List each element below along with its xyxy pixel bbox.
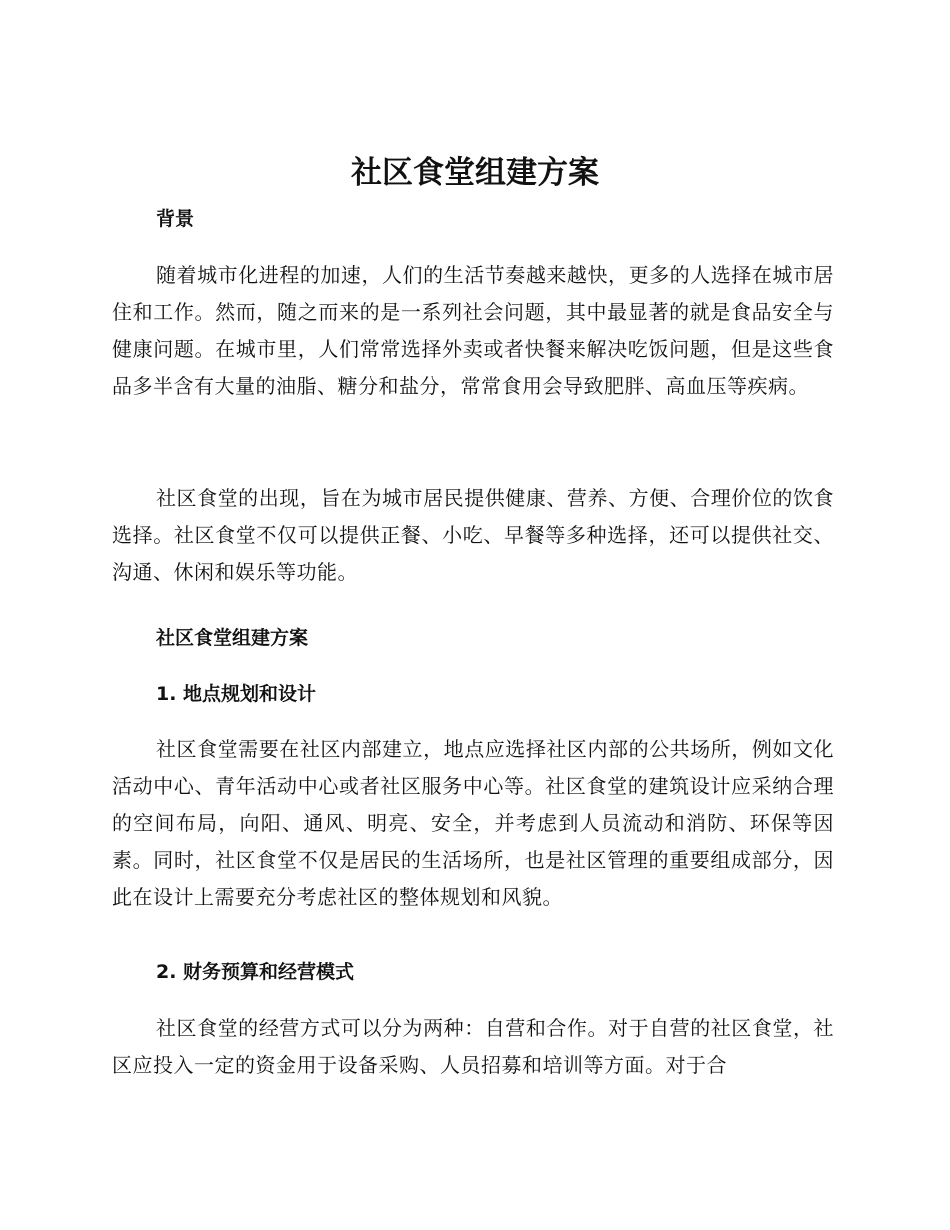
background-paragraph-2: 社区食堂的出现，旨在为城市居民提供健康、营养、方便、合理价位的饮食选择。社区食堂不仅可以提供正餐、小吃、早餐等多种选择，还可以提供社交、沟通、休闲和娱乐等功能。 bbox=[112, 486, 834, 584]
section-heading-location: 1. 地点规划和设计 bbox=[156, 683, 317, 705]
finance-paragraph: 社区食堂的经营方式可以分为两种：自营和合作。对于自营的社区食堂，社区应投入一定的资金用于设备采购、人员招募和培训等方面。对于合 bbox=[112, 1016, 834, 1077]
background-paragraph-1: 随着城市化进程的加速，人们的生活节奏越来越快，更多的人选择在城市居住和工作。然而，随之而来的是一系列社会问题，其中最显著的就是食品安全与健康问题。在城市里，人们常常选择外卖或者快餐来解决吃饭问题，但是这些食品多半含有大量的油脂、糖分和盐分，常常食用会导致肥胖、高血压等疾病。 bbox=[112, 263, 834, 398]
section-heading-finance: 2. 财务预算和经营模式 bbox=[156, 961, 355, 983]
section-heading-plan: 社区食堂组建方案 bbox=[156, 627, 309, 649]
document-title: 社区食堂组建方案 bbox=[351, 155, 599, 191]
location-paragraph: 社区食堂需要在社区内部建立，地点应选择社区内部的公共场所，例如文化活动中心、青年活动中心或者社区服务中心等。社区食堂的建筑设计应采纳合理的空间布局，向阳、通风、明亮、安全，并考虑到人员流动和消防、环保等因素。同时，社区食堂不仅是居民的生活场所，也是社区管理的重要组成部分，因此在设计上需要充分考虑社区的整体规划和风貌。 bbox=[112, 737, 834, 909]
section-heading-background: 背景 bbox=[156, 208, 195, 230]
